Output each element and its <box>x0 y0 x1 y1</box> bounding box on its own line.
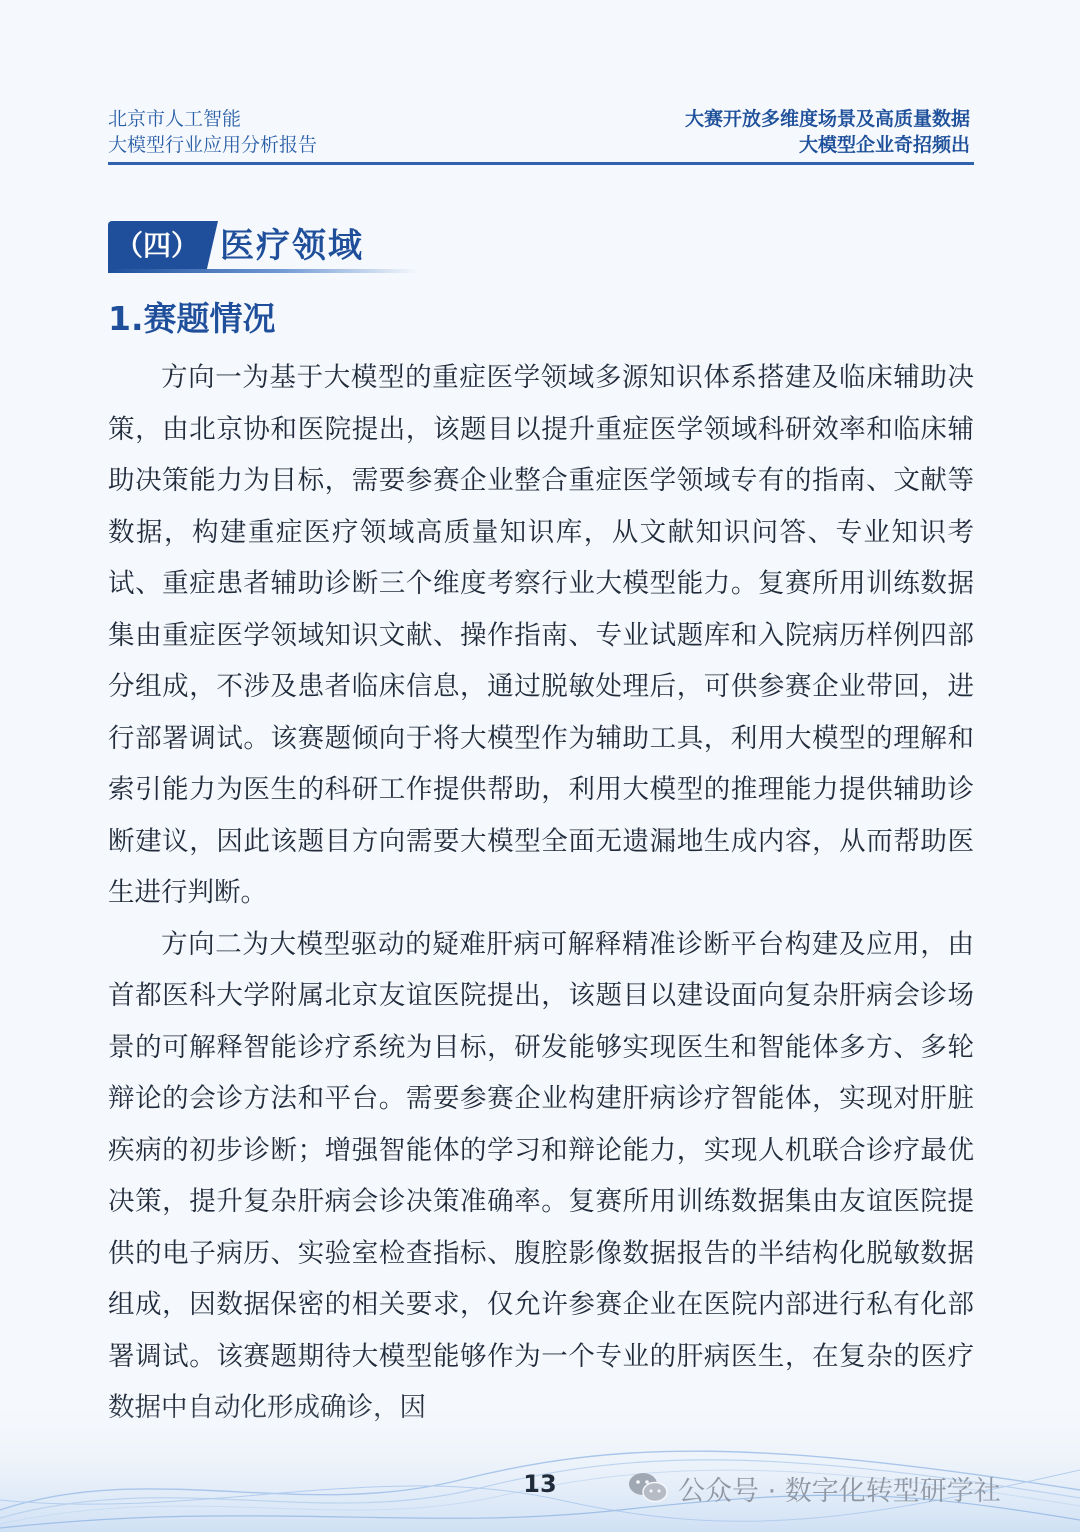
paragraph-2: 方向二为大模型驱动的疑难肝病可解释精准诊断平台构建及应用，由首都医科大学附属北京友谊医院提出，该题目以建设面向复杂肝病会诊场景的可解释智能诊疗系统为目标，研发能够实现医生和智能体多方、多轮辩论的会诊方法和平台。需要参赛企业构建肝病诊疗智能体，实现对肝脏疾病的初步诊断；增强智能体的学习和辩论能力，实现人机联合诊疗最优决策，提升复杂肝病会诊决策准确率。复赛所用训练数据集由友谊医院提供的电子病历、实验室检查指标、腹腔影像数据报告的半结构化脱敏数据组成，因数据保密的相关要求，仅允许参赛企业在医院内部进行私有化部署调试。该赛题期待大模型能够作为一个专业的肝病医生，在复杂的医疗 <box>108 928 974 1372</box>
page-number: 13 <box>523 1470 557 1498</box>
wechat-icon <box>628 1471 668 1505</box>
section-number: （四） <box>108 221 206 273</box>
watermark-text: 公众号 · 数字化转型研学社 <box>678 1475 1001 1507</box>
watermark <box>628 1466 1001 1510</box>
header-right-line1: 大赛开放多维度场景及高质量数据 <box>684 108 970 130</box>
body-text <box>108 352 974 1434</box>
header-right <box>685 106 970 158</box>
subsection-title: 1.赛题情况 <box>108 299 276 338</box>
header-left <box>108 106 317 158</box>
header-left-line2: 大模型行业应用分析报告 <box>108 134 318 156</box>
paragraph-1: 方向一为基于大模型的重症医学领域多源知识体系搭建及临床辅助决策，由北京协和医院提出，该题目以提升重症医学领域科研效率和临床辅助决策能力为目标，需要参赛企业整合重症医学领域专有的指南、文献等数据，构建重症医疗领域高质量知识库，从文献知识问答、专业知识考试、重症患者辅助诊断三个维度考察行业大模型能力。复赛所用训练数据集由重症医学领域知识文献、操作指南、专业试题库和入院病历样例四部分组成，不涉及患者临床信息，通过脱敏处理后，可供参赛企业带回，进行部署调试。该赛题倾向于将大模型作为辅助工具，利用大模型的理解和索引能力为医生的科研工作提供帮助，利用大模型的推理能力提供辅助诊断建议，因此该题目方向需要大模型全面无遗漏地生成内容，从而帮助医生进行判断。 <box>108 362 974 908</box>
section-title: 医疗领域 <box>220 226 364 266</box>
section-number-tail <box>206 221 218 273</box>
section-heading <box>108 221 428 273</box>
header-right-line2: 大模型企业奇招频出 <box>798 134 970 156</box>
header-left-line1: 北京市人工智能 <box>108 108 242 130</box>
header-divider <box>108 162 974 165</box>
section-underline <box>108 269 418 273</box>
